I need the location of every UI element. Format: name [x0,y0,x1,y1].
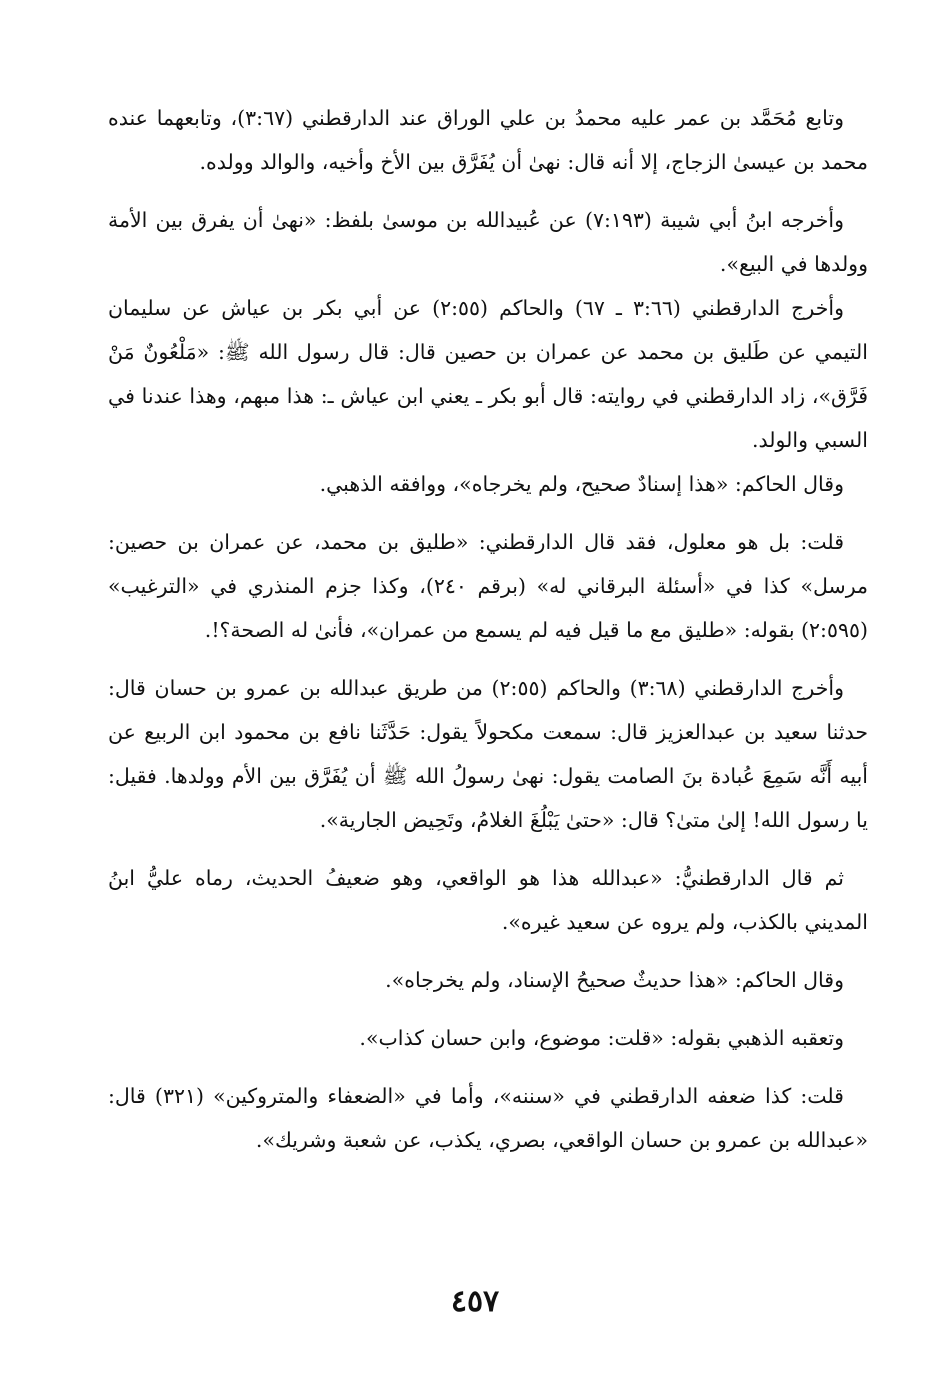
paragraph-5: قلت: بل هو معلول، فقد قال الدارقطني: «طليق بن محمد، عن عمران بن حصين: مرسل» كذا في «أسئلة البرقاني له» (برقم ٢٤٠)، وكذا جزم المنذري في «الترغيب» (٢:٥٩٥) بقوله: «طليق مع ما قيل فيه لم يسمع من عمران»، فأنىٰ له الصحة؟!. [108,530,868,642]
paragraph-10: قلت: كذا ضعفه الدارقطني في «سننه»، وأما في «الضعفاء والمتروكين» (٣٢١) قال: «عبدالله بن عمرو بن حسان الواقعي، بصري، يكذب، عن شعبة وشريك». [108,1084,868,1152]
paragraph-8: وقال الحاكم: «هذا حديثٌ صحيحُ الإسناد، ولم يخرجاه». [385,968,844,992]
paragraph-4: وقال الحاكم: «هذا إسنادٌ صحيح، ولم يخرجاه»، ووافقه الذهبي. [319,472,844,496]
page-text-body [108,96,868,1162]
paragraph-9: وتعقبه الذهبي بقوله: «قلت: موضوع، وابن حسان كذاب». [359,1026,844,1050]
paragraph-3: وأخرج الدارقطني (٣:٦٦ ـ ٦٧) والحاكم (٢:٥٥) عن أبي بكر بن عياش عن سليمان التيمي عن طَليق بن محمد عن عمران بن حصين قال: قال رسول الله ﷺ: «مَلْعُونٌ مَنْ فَرَّق»، زاد الدارقطني في روايته: قال أبو بكر ـ يعني ابن عياش ـ: هذا مبهم، وهذا عندنا في السبي والولد. [108,296,868,452]
page-number: ٤٥٧ [450,1284,500,1319]
paragraph-2: وأخرجه ابنُ أبي شيبة (٧:١٩٣) عن عُبيدالله بن موسىٰ بلفظ: «نهىٰ أن يفرق بين الأمة وولدها في البيع». [108,208,868,276]
paragraph-7: ثم قال الدارقطنيُّ: «عبدالله هذا هو الواقعي، وهو ضعيفُ الحديث، رماه عليُّ ابنُ المديني بالكذب، ولم يروه عن سعيد غيره». [108,866,868,934]
paragraph-6: وأخرج الدارقطني (٣:٦٨) والحاكم (٢:٥٥) من طريق عبدالله بن عمرو بن حسان قال: حدثنا سعيد بن عبدالعزيز قال: سمعت مكحولاً يقول: حَدَّثَنا نافع بن محمود ابن الربيع عن أبيه أَنَّه سَمِعَ عُبادة بنَ الصامت يقول: نهىٰ رسولُ الله ﷺ أن يُفَرَّق بين الأم وولدها. فقيل: يا رسول الله! إلىٰ متىٰ؟ قال: «حتىٰ يَبْلُغَ الغلامُ، وتَحِيض الجارية». [108,676,868,832]
paragraph-1: وتابع مُحَمَّد بن عمر عليه محمدُ بن علي الوراق عند الدارقطني (٣:٦٧)، وتابعهما عنده محمد بن عيسىٰ الزجاج، إلا أنه قال: نهىٰ أن يُفَرَّق بين الأخ وأخيه، والوالد وولده. [108,106,868,174]
